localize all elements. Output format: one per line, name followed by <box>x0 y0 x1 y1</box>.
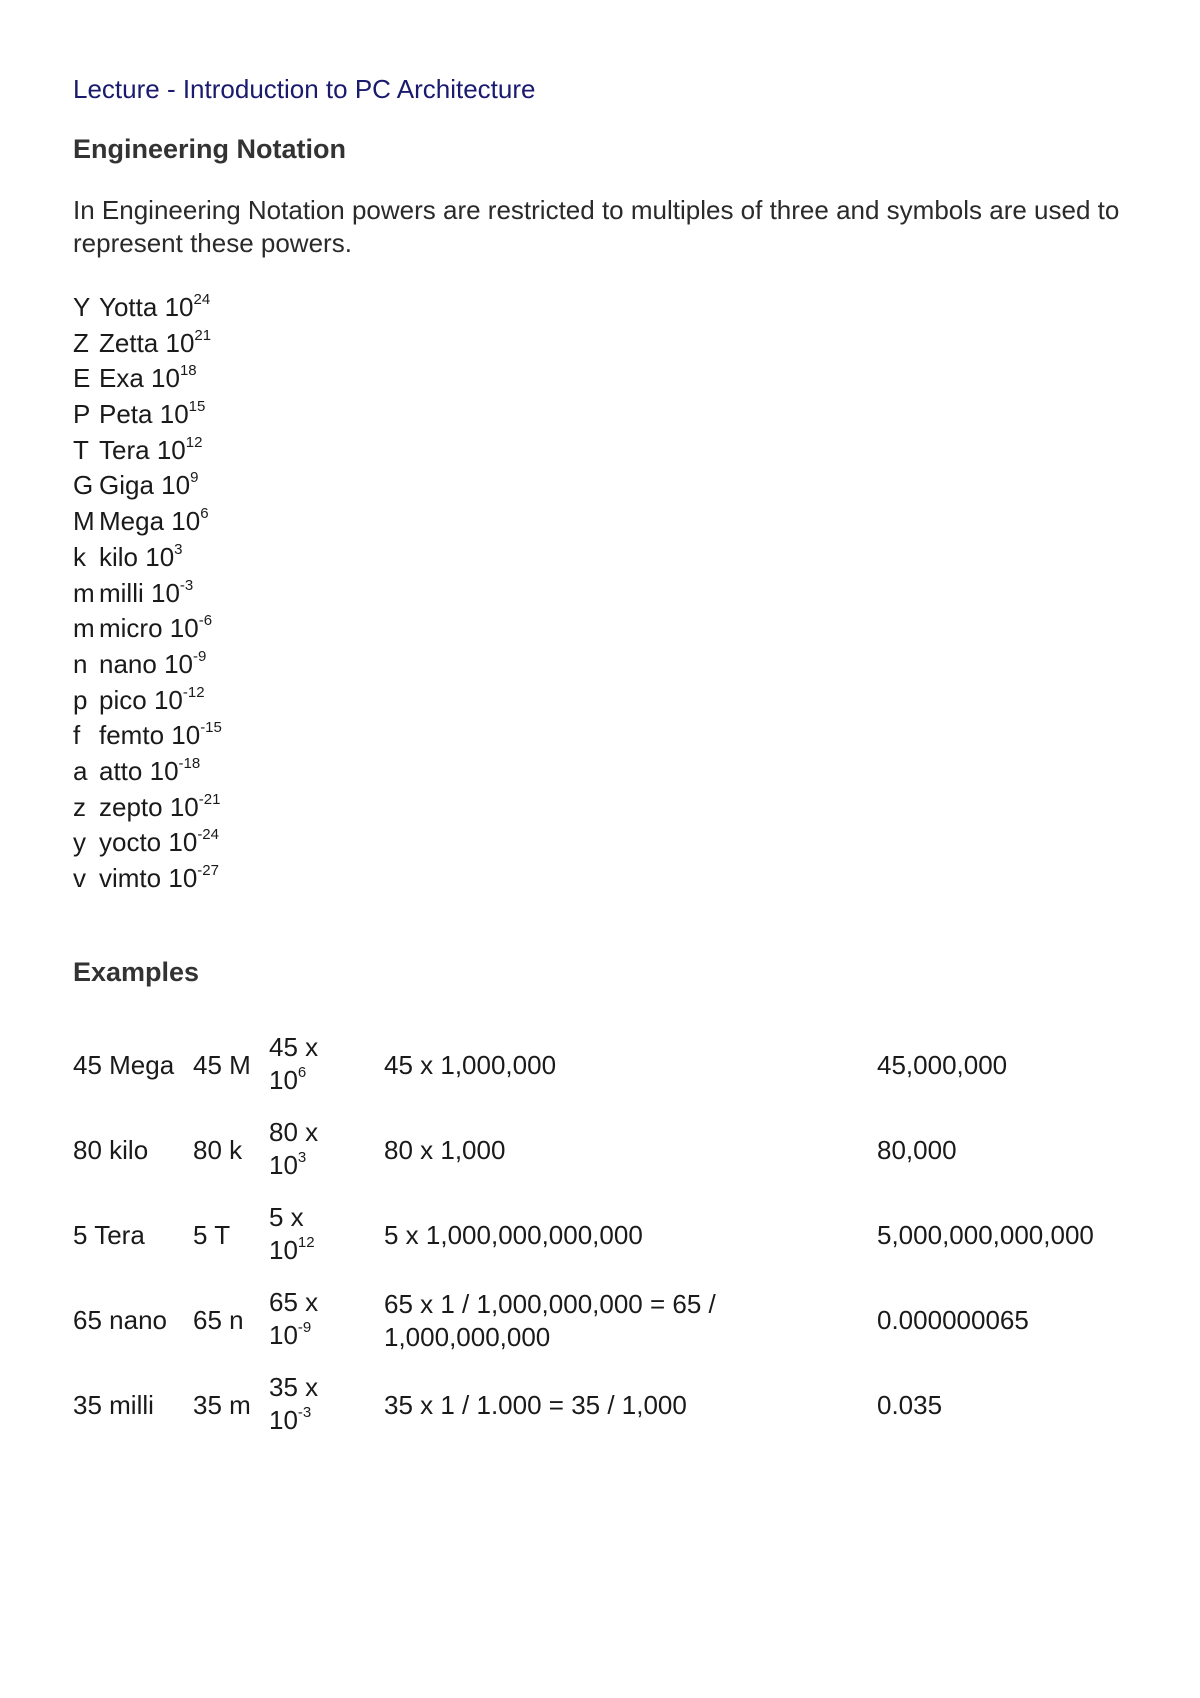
example-words: 65 nano <box>73 1305 167 1335</box>
table-row <box>73 1193 1133 1278</box>
example-result: 5,000,000,000,000 <box>877 1220 1094 1250</box>
example-power <box>269 1278 384 1363</box>
prefix-item-kilo <box>73 540 222 576</box>
prefix-exponent: 12 <box>185 433 203 451</box>
prefix-name: Exa <box>99 363 144 394</box>
example-power <box>269 1363 384 1448</box>
prefix-exponent: 18 <box>179 362 197 380</box>
intro-paragraph: In Engineering Notation powers are restricted to multiples of three and symbols are used to represent these powers. <box>73 195 1120 258</box>
example-short: 5 T <box>193 1220 231 1250</box>
example-exponent: 12 <box>297 1233 315 1251</box>
examples-heading: Examples <box>73 957 200 987</box>
prefix-exponent: 24 <box>193 291 211 308</box>
prefix-symbol: y <box>73 827 86 858</box>
prefix-name: atto <box>99 755 143 786</box>
prefix-base: 10 <box>169 613 199 644</box>
prefix-name: femto <box>99 720 165 751</box>
example-exponent: 3 <box>297 1148 307 1166</box>
prefix-name: Giga <box>99 470 154 501</box>
prefix-exponent: -21 <box>198 790 221 808</box>
prefix-symbol: M <box>73 506 95 537</box>
prefix-item-mega <box>73 504 222 540</box>
prefix-item-exa <box>73 361 222 397</box>
example-base: 10 <box>269 1064 298 1095</box>
prefix-exponent: -15 <box>200 719 222 737</box>
prefix-item-milli <box>73 576 222 612</box>
table-row <box>73 1108 1133 1193</box>
example-power <box>269 1023 384 1108</box>
example-coefficient: 80 x <box>269 1116 319 1147</box>
example-expansion: 35 x 1 / 1.000 = 35 / 1,000 <box>384 1390 687 1420</box>
prefix-base: 10 <box>164 292 194 322</box>
example-short: 65 n <box>193 1305 244 1335</box>
prefix-symbol: m <box>73 577 95 608</box>
prefix-item-nano <box>73 647 222 683</box>
example-exponent: 6 <box>297 1063 307 1081</box>
prefix-exponent: 3 <box>174 540 183 558</box>
example-expansion: 80 x 1,000 <box>384 1135 506 1165</box>
prefix-base: 10 <box>159 399 189 430</box>
prefix-name: zepto <box>99 791 163 822</box>
example-coefficient: 5 x <box>269 1201 304 1232</box>
prefix-base: 10 <box>156 434 186 465</box>
prefix-base: 10 <box>168 827 198 858</box>
example-result: 0.035 <box>877 1390 943 1420</box>
prefix-item-yotta <box>73 290 222 326</box>
prefix-name: pico <box>99 684 147 715</box>
prefix-symbol: f <box>73 720 81 751</box>
example-power <box>269 1193 384 1278</box>
prefix-symbol: T <box>73 434 89 465</box>
prefix-symbol: E <box>73 363 91 394</box>
prefix-exponent: -9 <box>193 647 207 665</box>
example-expansion: 5 x 1,000,000,000,000 <box>384 1220 643 1250</box>
prefix-name: kilo <box>99 541 139 572</box>
prefix-symbol: G <box>73 470 94 501</box>
example-short: 35 m <box>193 1390 251 1420</box>
example-result: 0.000000065 <box>877 1305 1029 1335</box>
prefix-base: 10 <box>164 648 193 679</box>
example-result: 80,000 <box>877 1135 957 1165</box>
prefix-name: Tera <box>99 434 150 465</box>
example-coefficient: 35 x <box>269 1371 319 1402</box>
example-words: 45 Mega <box>73 1050 175 1080</box>
example-power <box>269 1108 384 1193</box>
prefix-base: 10 <box>165 327 195 358</box>
prefix-item-zepto <box>73 790 222 826</box>
section-heading: Engineering Notation <box>73 134 346 164</box>
example-coefficient: 65 x <box>269 1286 319 1317</box>
prefix-base: 10 <box>151 577 180 608</box>
prefix-exponent: -18 <box>178 754 201 772</box>
prefix-exponent: -6 <box>198 612 213 630</box>
example-expansion: 65 x 1 / 1,000,000,000 = 65 / 1,000,000,000 <box>384 1288 716 1352</box>
prefix-name: milli <box>99 577 144 608</box>
prefix-name: yocto <box>99 827 162 858</box>
prefix-item-micro <box>73 611 222 647</box>
example-base: 10 <box>269 1149 298 1180</box>
prefix-symbol: a <box>73 755 88 786</box>
example-base: 10 <box>269 1319 298 1350</box>
prefix-symbol: n <box>73 648 88 679</box>
prefix-exponent: -24 <box>197 826 219 844</box>
example-result: 45,000,000 <box>877 1050 1008 1080</box>
prefix-symbol: v <box>73 863 86 893</box>
prefix-item-vimto <box>73 861 222 897</box>
prefix-base: 10 <box>153 684 183 715</box>
example-coefficient: 45 x <box>269 1031 319 1062</box>
prefix-name: vimto <box>99 863 162 893</box>
prefix-item-giga <box>73 468 222 504</box>
table-row <box>73 1023 1133 1108</box>
lecture-title: Lecture - Introduction to PC Architecture <box>73 74 536 104</box>
prefix-symbol: m <box>73 613 95 644</box>
example-expansion: 45 x 1,000,000 <box>384 1050 557 1080</box>
prefix-symbol: Y <box>73 292 91 322</box>
prefix-list <box>73 290 222 897</box>
prefix-item-zetta <box>73 326 222 362</box>
example-short: 80 k <box>193 1135 243 1165</box>
examples-table <box>73 1023 1133 1448</box>
table-row <box>73 1363 1133 1448</box>
prefix-base: 10 <box>151 363 180 394</box>
prefix-exponent: -3 <box>179 576 194 594</box>
example-words: 80 kilo <box>73 1135 149 1165</box>
prefix-base: 10 <box>149 755 179 786</box>
table-row <box>73 1278 1133 1363</box>
prefix-exponent: -12 <box>182 683 205 701</box>
prefix-name: Mega <box>99 506 165 537</box>
prefix-name: Zetta <box>99 327 159 358</box>
prefix-base: 10 <box>145 541 175 572</box>
example-base: 10 <box>269 1404 298 1435</box>
prefix-symbol: P <box>73 399 91 430</box>
prefix-exponent: 9 <box>190 469 199 487</box>
prefix-symbol: z <box>73 791 86 822</box>
prefix-item-femto <box>73 718 222 754</box>
prefix-exponent: 6 <box>200 505 209 523</box>
prefix-item-peta <box>73 397 222 433</box>
example-exponent: -3 <box>297 1403 312 1421</box>
prefix-symbol: k <box>73 541 86 572</box>
prefix-symbol: p <box>73 684 88 715</box>
prefix-base: 10 <box>171 720 201 751</box>
prefix-item-atto <box>73 754 222 790</box>
prefix-item-yocto <box>73 825 222 861</box>
prefix-base: 10 <box>168 863 198 893</box>
prefix-base: 10 <box>161 470 191 501</box>
prefix-name: Yotta <box>99 292 158 322</box>
prefix-exponent: 15 <box>188 398 206 416</box>
prefix-name: Peta <box>99 399 153 430</box>
prefix-base: 10 <box>171 506 201 537</box>
prefix-exponent: -27 <box>197 862 219 879</box>
prefix-name: nano <box>99 648 157 679</box>
example-exponent: -9 <box>297 1318 312 1336</box>
prefix-item-pico <box>73 683 222 719</box>
prefix-item-tera <box>73 433 222 469</box>
example-short: 45 M <box>193 1050 251 1080</box>
example-words: 5 Tera <box>73 1220 145 1250</box>
example-words: 35 milli <box>73 1390 154 1420</box>
prefix-exponent: 21 <box>194 326 212 344</box>
prefix-base: 10 <box>169 791 199 822</box>
prefix-name: micro <box>99 613 163 644</box>
example-base: 10 <box>269 1234 298 1265</box>
prefix-symbol: Z <box>73 327 89 358</box>
